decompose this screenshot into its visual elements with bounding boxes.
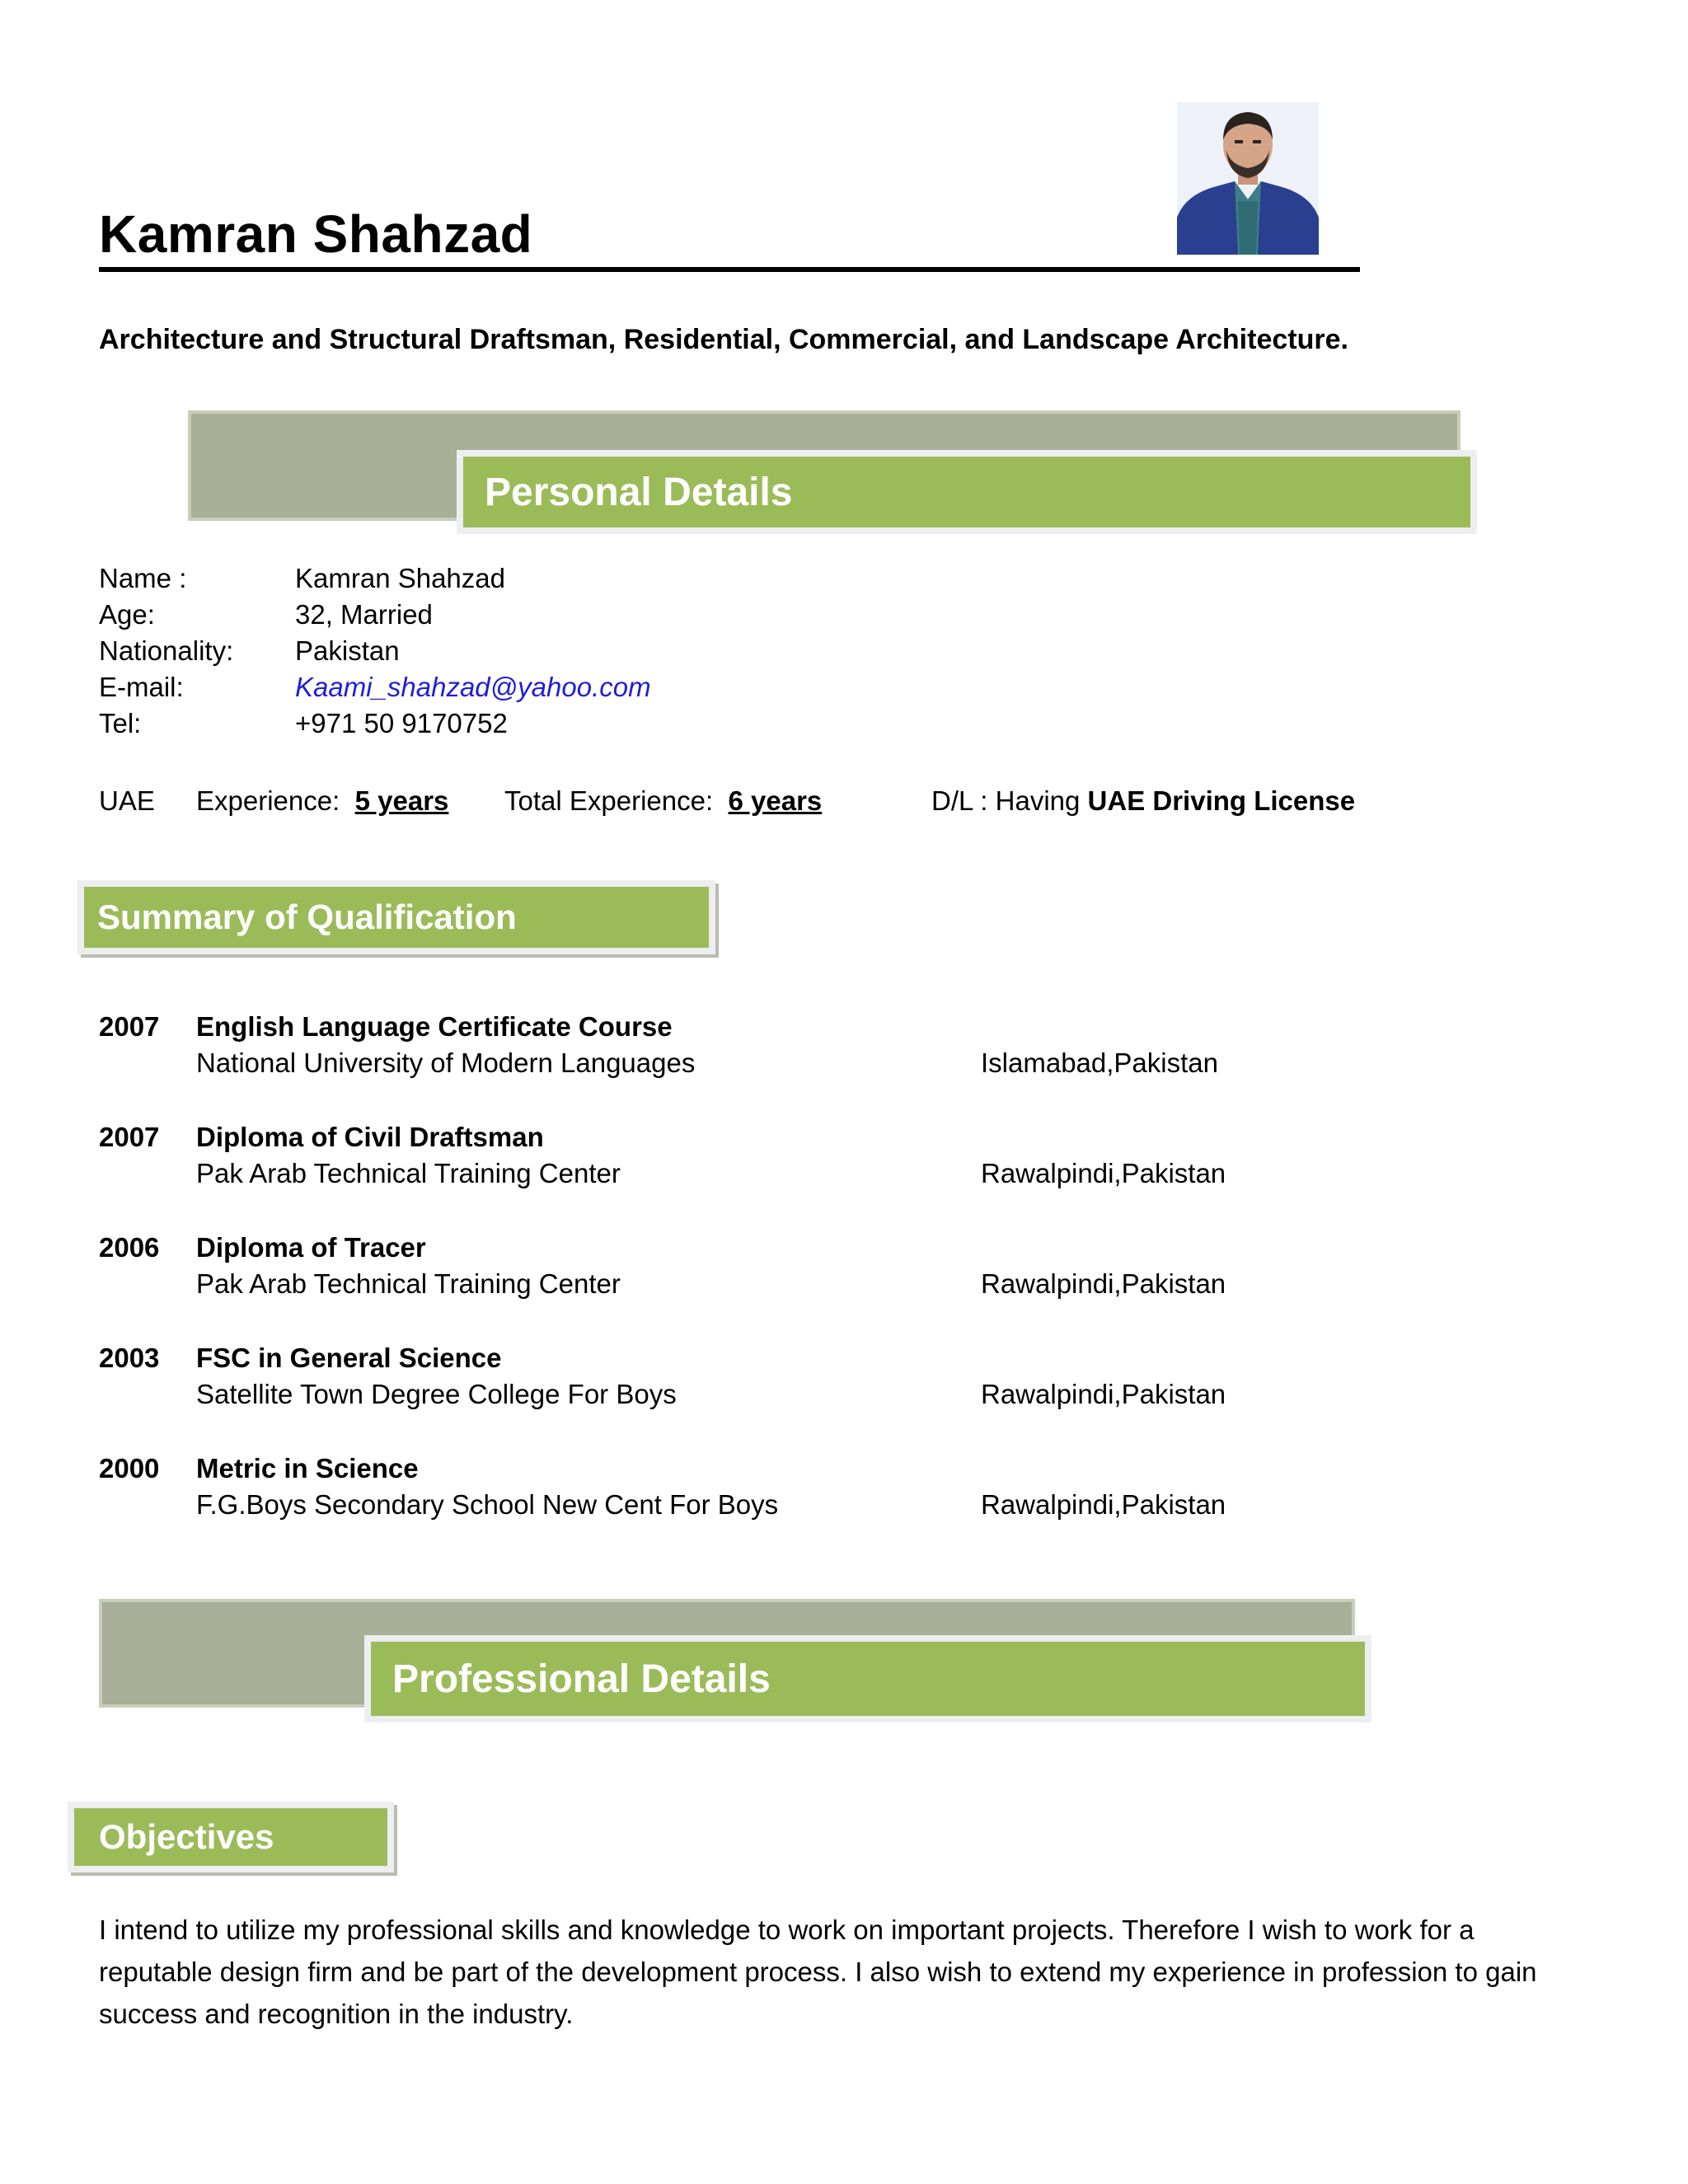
section-title: Summary of Qualification xyxy=(97,898,517,936)
section-title: Professional Details xyxy=(392,1657,771,1701)
professional-tagline: Architecture and Structural Draftsman, Residential, Commercial, and Landscape Architecture. xyxy=(99,324,1348,355)
qualification-location: Rawalpindi,Pakistan xyxy=(981,1489,1226,1520)
qualification-institution: National University of Modern Languages xyxy=(196,1047,696,1078)
experience-label: Experience: xyxy=(196,785,340,816)
field-label: E-mail: xyxy=(99,672,184,702)
objectives-paragraph: I intend to utilize my professional skills and knowledge to work on important projects. Therefore I wish to work for a reputable design firm and be part of the development process. I also wish to extend my experience in profession to gain success and recognition in the industry. xyxy=(99,1915,1537,2029)
person-photo-icon xyxy=(1177,102,1319,255)
qualification-institution: Satellite Town Degree College For Boys xyxy=(196,1379,677,1409)
uae-experience xyxy=(196,783,448,819)
professional-details-heading xyxy=(364,1635,1372,1722)
uae-label: UAE xyxy=(99,785,155,816)
qualification-year: 2007 xyxy=(99,1122,160,1152)
section-title: Personal Details xyxy=(485,470,793,514)
qualification-title: FSC in General Science xyxy=(196,1343,502,1373)
qualification-title: Diploma of Civil Draftsman xyxy=(196,1122,544,1152)
qualification-year: 2003 xyxy=(99,1343,160,1373)
qualification-year: 2000 xyxy=(99,1453,160,1483)
total-experience-value: 6 years xyxy=(728,785,823,816)
qualification-institution: Pak Arab Technical Training Center xyxy=(196,1268,621,1299)
field-label: Tel: xyxy=(99,708,142,738)
email-link[interactable]: Kaami_shahzad@yahoo.com xyxy=(295,672,651,702)
field-label: Age: xyxy=(99,599,155,630)
field-label: Nationality: xyxy=(99,635,234,666)
field-value: +971 50 9170752 xyxy=(295,708,508,738)
qualification-location: Rawalpindi,Pakistan xyxy=(981,1379,1226,1409)
qualification-location: Rawalpindi,Pakistan xyxy=(981,1158,1226,1188)
driving-license xyxy=(931,783,1355,819)
field-value: Pakistan xyxy=(295,635,400,666)
qualification-heading xyxy=(77,880,715,954)
driving-license-label: D/L : Having xyxy=(931,785,1081,816)
objectives-heading xyxy=(68,1802,394,1872)
qualification-location: Islamabad,Pakistan xyxy=(981,1047,1218,1078)
field-value: Kamran Shahzad xyxy=(295,563,505,593)
personal-details-heading xyxy=(457,450,1477,534)
field-value: 32, Married xyxy=(295,599,433,630)
experience-value: 5 years xyxy=(354,785,449,816)
qualification-title: Diploma of Tracer xyxy=(196,1232,426,1263)
qualification-year: 2007 xyxy=(99,1011,160,1042)
profile-photo xyxy=(1177,102,1319,255)
candidate-name: Kamran Shahzad xyxy=(99,204,533,264)
qualification-title: English Language Certificate Course xyxy=(196,1011,673,1042)
field-label: Name : xyxy=(99,563,187,593)
total-experience-label: Total Experience: xyxy=(504,785,714,816)
driving-license-value: UAE Driving License xyxy=(1087,785,1356,816)
name-underline xyxy=(99,267,1360,272)
qualification-location: Rawalpindi,Pakistan xyxy=(981,1268,1226,1299)
section-title: Objectives xyxy=(99,1817,274,1856)
qualification-year: 2006 xyxy=(99,1232,160,1263)
qualification-institution: F.G.Boys Secondary School New Cent For Boys xyxy=(196,1489,779,1520)
qualification-title: Metric in Science xyxy=(196,1453,419,1483)
total-experience xyxy=(504,783,822,819)
qualification-institution: Pak Arab Technical Training Center xyxy=(196,1158,621,1188)
